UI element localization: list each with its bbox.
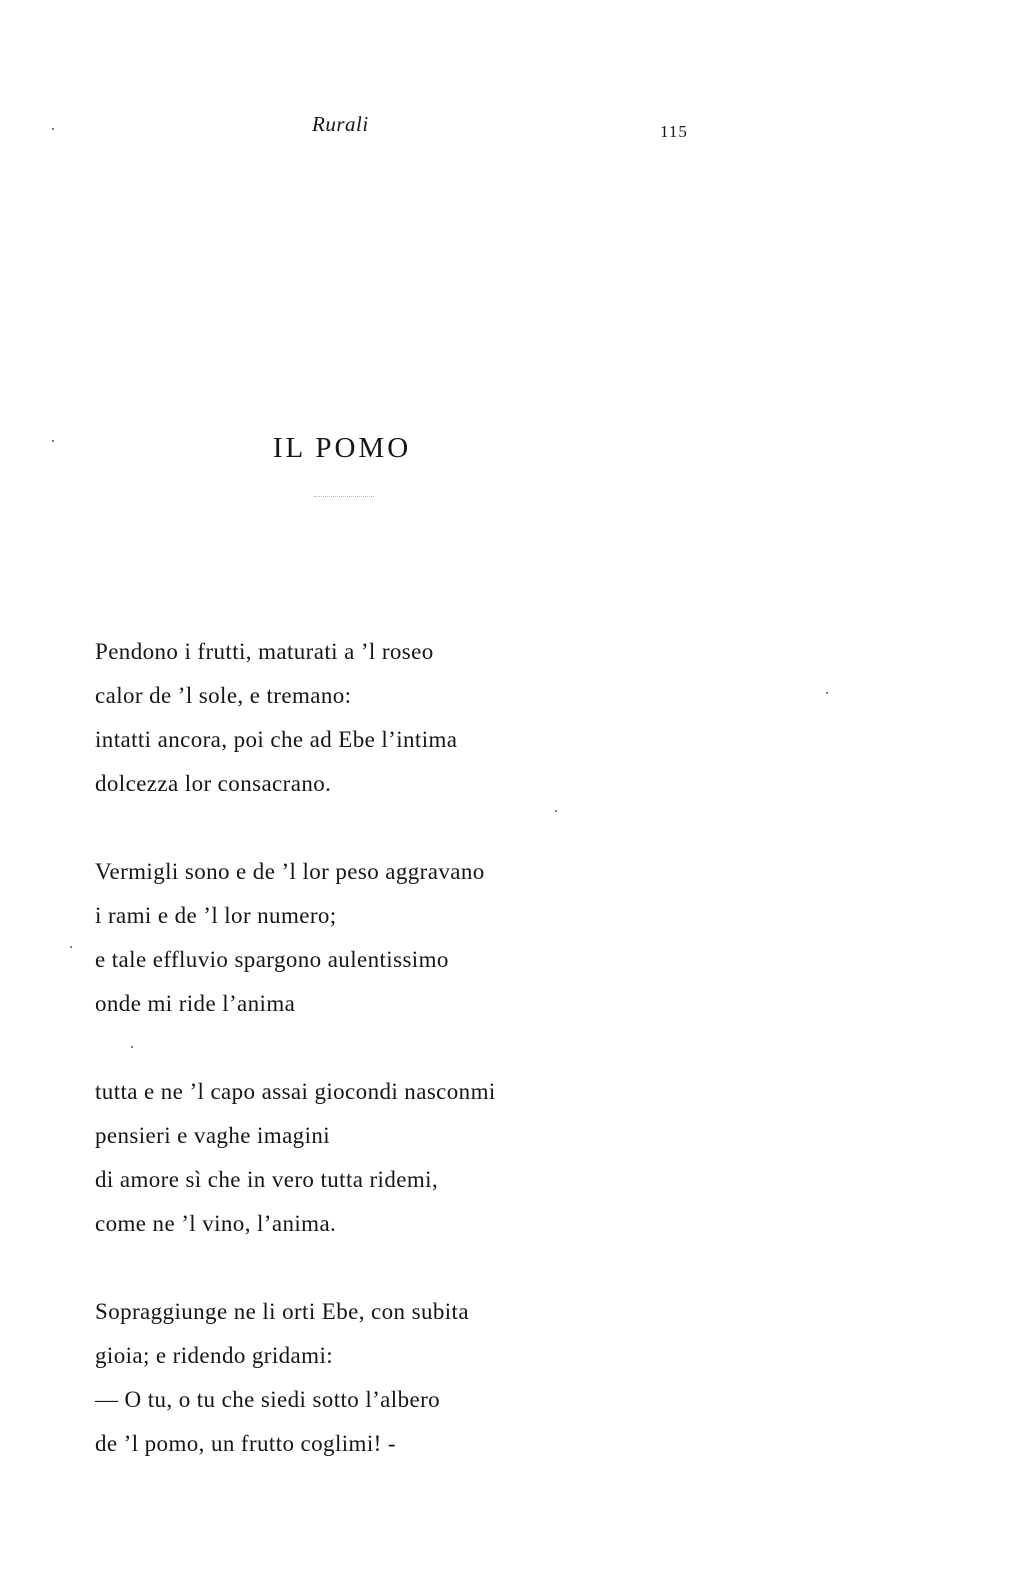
- verse-line: di amore sì che in vero tutta ridemi,: [95, 1167, 439, 1192]
- verse-line: Pendono i frutti, maturati a ’l roseo: [95, 639, 434, 664]
- verse-line: come ne ’l vino, l’anima.: [95, 1211, 337, 1236]
- verse-line: onde mi ride l’anima: [95, 991, 296, 1016]
- verse-line: i rami e de ’l lor numero;: [95, 903, 337, 928]
- scan-speck: [52, 128, 54, 130]
- verse-line: de ’l pomo, un frutto coglimi! -: [95, 1431, 396, 1456]
- scan-speck: [70, 946, 72, 948]
- stanza: [95, 850, 695, 1026]
- page-number: 115: [660, 122, 688, 141]
- scan-speck: [131, 1046, 133, 1048]
- scan-speck: [52, 440, 54, 442]
- verse-line: calor de ’l sole, e tremano:: [95, 683, 352, 708]
- running-title: Rurali: [312, 112, 369, 136]
- verse-line: — O tu, o tu che siedi sotto l’albero: [95, 1387, 441, 1412]
- verse-line: gioia; e ridendo gridami:: [95, 1343, 334, 1368]
- verse-line: dolcezza lor consacrano.: [95, 771, 332, 796]
- poem-title: IL POMO: [272, 432, 412, 464]
- verse-line: Vermigli sono e de ’l lor peso aggravano: [95, 859, 485, 884]
- scan-speck: [826, 692, 828, 694]
- verse-line: pensieri e vaghe imagini: [95, 1123, 331, 1148]
- running-head: [0, 112, 1022, 152]
- verse-line: tutta e ne ’l capo assai giocondi nasconmi: [95, 1079, 496, 1104]
- stanza: [95, 630, 695, 806]
- stanza: [95, 1290, 695, 1466]
- scan-speck: [555, 810, 557, 812]
- title-ornament-rule: [314, 496, 374, 497]
- verse-line: Sopraggiunge ne li orti Ebe, con subita: [95, 1299, 469, 1324]
- verse-line: e tale effluvio spargono aulentissimo: [95, 947, 449, 972]
- verse-line: intatti ancora, poi che ad Ebe l’intima: [95, 727, 458, 752]
- poem-body: [95, 630, 695, 1510]
- stanza: [95, 1070, 695, 1246]
